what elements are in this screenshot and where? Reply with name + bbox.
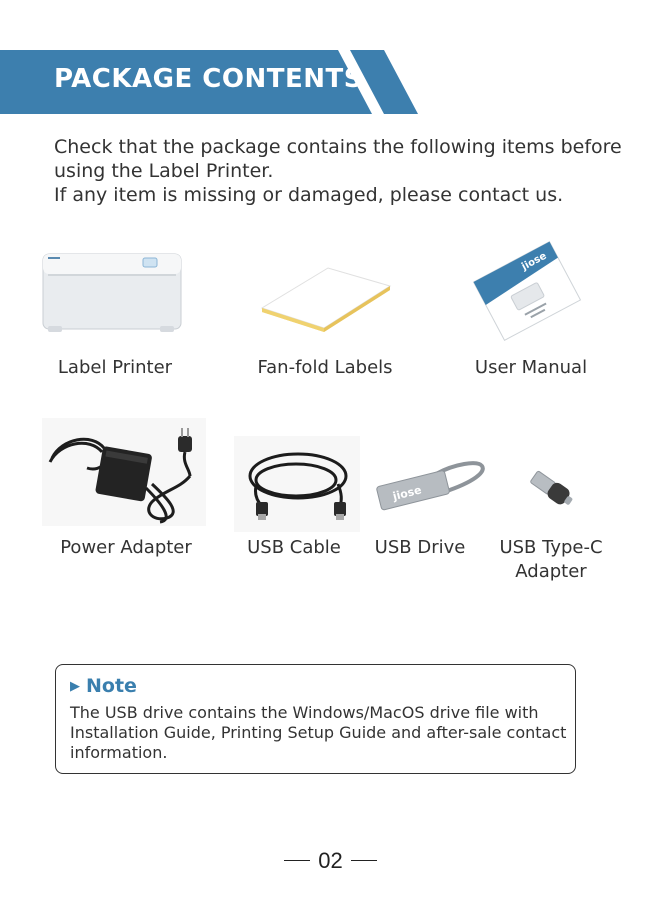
power-adapter-image [42,418,206,531]
manual-brand: jiose [520,250,549,273]
item-label-label-printer: Label Printer [57,357,173,378]
item-label-usb-drive: USB Drive [374,537,466,558]
item-label-line: USB Type-C [499,537,603,558]
intro-line: using the Label Printer. [54,160,274,182]
drive-brand: jiose [391,483,423,504]
note-body [70,703,570,763]
item-label-power-adapter: Power Adapter [60,537,192,558]
note-title [70,675,137,697]
note-title-text: Note [86,675,137,697]
dash-left [284,860,310,862]
usb-type-c-adapter-image [526,468,578,515]
item-label-fan-fold-labels: Fan-fold Labels [257,357,393,378]
intro-line: If any item is missing or damaged, please contact us. [54,184,564,206]
note-line: information. [70,743,168,762]
item-label-line: Adapter [515,561,587,582]
section-header-banner [0,50,420,114]
note-line: Installation Guide, Printing Setup Guide and after-sale contact [70,723,567,742]
dash-right [351,860,377,862]
user-manual-image [462,238,592,349]
page-number-text: 02 [318,848,343,873]
fan-fold-labels-image [258,262,394,343]
item-label-usb-type-c-adapter [488,536,614,584]
note-line: The USB drive contains the Windows/MacOS drive file with [70,703,539,722]
note-box [55,664,576,774]
item-label-user-manual: User Manual [474,357,588,378]
intro-text [54,135,622,207]
page-title: PACKAGE CONTENTS [54,64,363,94]
intro-line: Check that the package contains the following items before [54,136,622,158]
label-printer-image [40,250,185,340]
page-number [0,848,661,874]
usb-drive-image [374,458,486,519]
play-arrow-icon: ▶ [70,679,80,694]
item-label-usb-cable: USB Cable [247,537,341,558]
usb-cable-image [234,436,360,537]
